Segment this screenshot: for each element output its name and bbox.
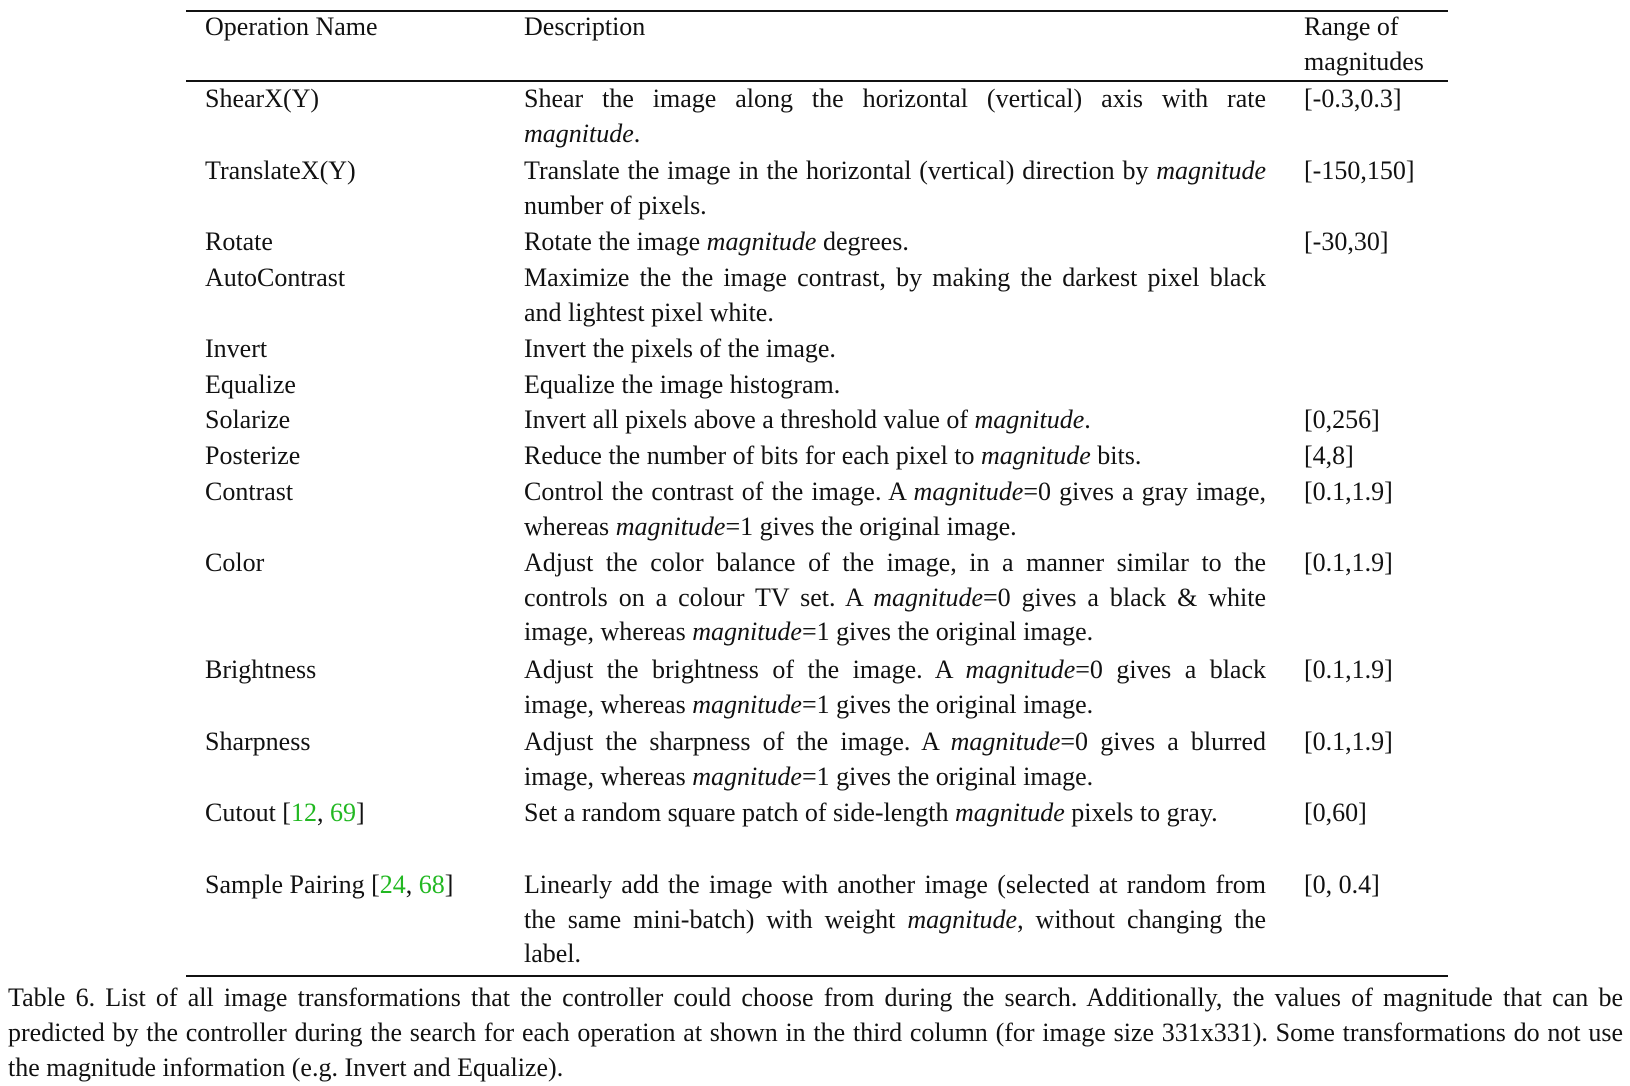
operation-name-text: Sample Pairing [205,870,365,899]
operation-name: Posterize [205,441,301,470]
operation-description: Adjust the sharpness of the image. A magnitude=0 gives a blurred image, whereas magnitude=1 gives the original image. [524,727,1266,791]
operation-name: TranslateX(Y) [205,156,356,185]
operation-description: Invert all pixels above a threshold value of magnitude. [524,405,1091,434]
citation-link[interactable]: 24 [379,870,406,899]
operation-name: Equalize [205,370,296,399]
table-bottom-rule [186,975,1448,977]
operation-range: [0,256] [1304,405,1380,434]
operation-range: [0, 0.4] [1304,870,1380,899]
operation-description: Adjust the brightness of the image. A magnitude=0 gives a black image, whereas magnitude=1 gives the original image. [524,655,1267,719]
operation-name: Brightness [205,655,317,684]
operation-description: Adjust the color balance of the image, in a manner similar to the controls on a colour TV set. A magnitude=0 gives a black & white image, whereas magnitude=1 gives the original image. [524,548,1266,647]
operation-name-text: Cutout [205,798,276,827]
citation-link[interactable]: 68 [418,870,445,899]
operation-description: Equalize the image histogram. [524,370,841,399]
header-range-line2: magnitudes [1304,47,1424,76]
operation-description: Rotate the image magnitude degrees. [524,227,909,256]
operation-name: Color [205,548,265,577]
operation-name: Sample Pairing [24, 68] [205,870,454,899]
operation-range: [0,60] [1304,798,1367,827]
operation-description: Set a random square patch of side-length magnitude pixels to gray. [524,798,1218,827]
operation-name: Contrast [205,477,294,506]
operation-range: [-150,150] [1304,156,1415,185]
operation-description: Control the contrast of the image. A magnitude=0 gives a gray image, whereas magnitude=1 gives the original image. [524,477,1267,541]
operation-description: Reduce the number of bits for each pixel to magnitude bits. [524,441,1142,470]
operation-range: [0.1,1.9] [1304,727,1393,756]
operation-description: Shear the image along the horizontal (vertical) axis with rate magnitude. [524,84,1266,148]
operation-range: [-0.3,0.3] [1304,84,1402,113]
operation-description: Invert the pixels of the image. [524,334,836,363]
header-description: Description [524,12,646,41]
header-range-line1: Range of [1304,12,1399,41]
table-caption: Table 6. List of all image transformations that the controller could choose from during the search. Additionally, the values of magnitude that can be predicted by the controller during the search for each operation at shown in the third column (for image size 331x331). Some transformations do not use the magnitude information (e.g. Invert and Equalize). [8,983,1623,1082]
operation-name: Solarize [205,405,291,434]
operation-range: [0.1,1.9] [1304,655,1393,684]
operation-range: [-30,30] [1304,227,1389,256]
operation-description: Maximize the the image contrast, by making the darkest pixel black and lightest pixel white. [524,263,1266,327]
operation-name: Invert [205,334,268,363]
operation-description: Translate the image in the horizontal (vertical) direction by magnitude number of pixels. [524,156,1266,220]
operation-description: Linearly add the image with another image (selected at random from the same mini-batch) with weight magnitude, without changing the label. [524,870,1266,969]
operation-name: Cutout [12, 69] [205,798,365,827]
citation-link[interactable]: 12 [290,798,317,827]
operation-name: ShearX(Y) [205,84,320,113]
operation-name: Sharpness [205,727,311,756]
operation-range: [0.1,1.9] [1304,477,1393,506]
header-operation-name: Operation Name [205,12,378,41]
operation-name: Rotate [205,227,273,256]
operation-range: [4,8] [1304,441,1354,470]
operation-name: AutoContrast [205,263,346,292]
operation-range: [0.1,1.9] [1304,548,1393,577]
citation-link[interactable]: 69 [329,798,356,827]
